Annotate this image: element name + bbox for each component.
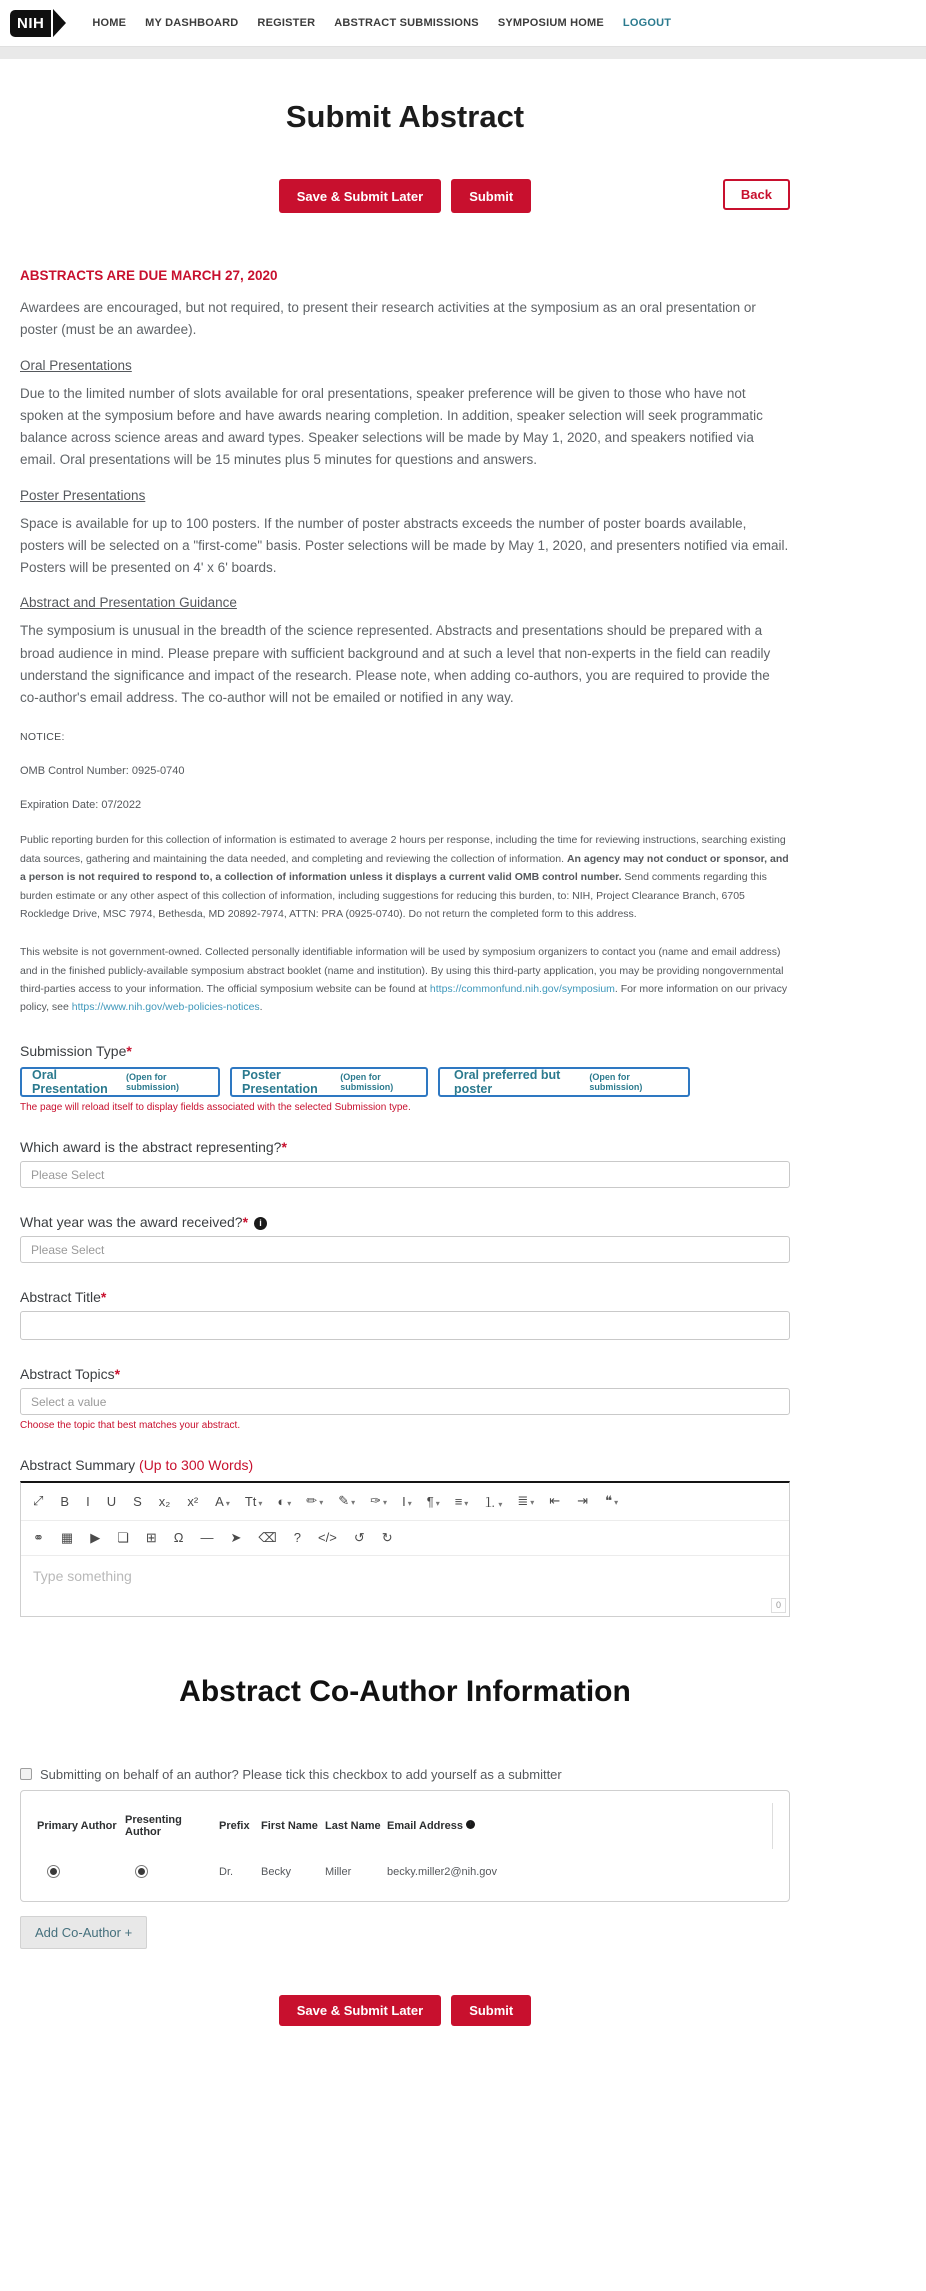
primary-author-radio[interactable] — [47, 1865, 60, 1878]
text-color-icon[interactable]: ◐ ▾ — [277, 1493, 292, 1509]
oral-presentations-paragraph: Due to the limited number of slots available for oral presentations, speaker preference will be given to those who have not spoken at the symposium before and have awards nearing completion. In addition, speaker selection will seek programmatic balance across science areas and award types. Speaker selections will be made by May 1, 2020, and speakers notified via email. Oral presentations will be 15 minutes plus 5 minutes for questions and answers. — [20, 385, 763, 468]
caret-down-icon: ▾ — [464, 1498, 469, 1508]
author-email: becky.miller2@nih.gov — [387, 1865, 498, 1878]
privacy-statement — [20, 943, 790, 1017]
abstract-topics-label: Abstract Topics* — [20, 1365, 121, 1382]
privacy-policy-link[interactable]: https://www.nih.gov/web-policies-notices — [71, 1001, 260, 1014]
caret-down-icon: ▾ — [614, 1498, 619, 1508]
caret-down-icon: ▾ — [319, 1498, 324, 1508]
poster-presentations-paragraph: Space is available for up to 100 posters. If the number of poster abstracts exceeds the number of poster boards available, posters will be selected on a "first-come" basis. Poster selections will be made by May 1, 2020, and presenters notified via email. Posters will be presented on 4' x 6' boards. — [20, 515, 789, 576]
privacy-text-3: . — [259, 1001, 263, 1014]
rich-text-editor — [20, 1481, 790, 1617]
caret-down-icon: ▾ — [530, 1498, 535, 1508]
align-icon[interactable]: ≡ ▾ — [454, 1493, 469, 1509]
topics-note: Choose the topic that best matches your abstract. — [20, 1419, 241, 1431]
burden-text-1: Public reporting burden for this collection of information is estimated to average 2 hours per response, including the time for reviewing instructions, searching existing data sources, gathering and maintaining the data needed, and completing and reviewing the collection of information. — [20, 834, 786, 865]
nav-abstract-submissions[interactable]: ABSTRACT SUBMISSIONS — [334, 17, 479, 29]
logo-arrow-icon — [53, 9, 66, 37]
video-icon[interactable]: ▶ — [90, 1529, 101, 1545]
submitter-checkbox[interactable] — [20, 1768, 32, 1780]
page-content — [20, 99, 790, 2291]
add-coauthor-button[interactable]: Add Co-Author + — [20, 1916, 147, 1949]
required-asterisk: * — [100, 1288, 107, 1305]
pen-icon[interactable]: ✎ ▾ — [338, 1493, 356, 1509]
option-status: (Open for submission) — [340, 1071, 394, 1092]
italic-icon[interactable]: I — [86, 1493, 90, 1509]
author-prefix: Dr. — [219, 1865, 234, 1878]
submitter-checkbox-row — [20, 1767, 790, 1782]
author-last-name: Miller — [325, 1865, 352, 1878]
award-select[interactable]: Please Select — [20, 1161, 790, 1188]
horizontal-rule-icon[interactable]: — — [200, 1530, 214, 1546]
authors-table — [20, 1790, 790, 1902]
col-prefix: Prefix — [219, 1819, 250, 1832]
editor-toolbar-row-1 — [21, 1483, 789, 1521]
burden-text-2: Send comments regarding this burden estimate or any other aspect of this collection of information, including suggestions for reducing this burden, to: NIH, Project Clearance Branch, 6705 Rockledge Drive, MSC 7974, Bethesda, MD 20892-7974, ATTN: PRA (0925-0740). Do not return the completed form to this address. — [20, 871, 767, 920]
line-height-icon[interactable]: I ▾ — [402, 1493, 412, 1509]
col-email: Email Address i — [387, 1820, 745, 1832]
special-char-icon[interactable]: Ω — [173, 1530, 184, 1546]
caret-down-icon: ▾ — [407, 1498, 412, 1508]
nav-register[interactable]: REGISTER — [257, 17, 316, 29]
link-icon[interactable]: ⚭ — [33, 1529, 44, 1545]
author-row — [21, 1859, 789, 1885]
abstract-title-input[interactable] — [20, 1311, 790, 1340]
ordered-list-icon[interactable]: ⒈ ▾ — [483, 1492, 502, 1511]
submitter-checkbox-label: Submitting on behalf of an author? Please tick this checkbox to add yourself as a submitter — [40, 1766, 562, 1782]
strikethrough-icon[interactable]: S — [133, 1493, 142, 1509]
notice-label: NOTICE: — [20, 731, 65, 744]
bottom-action-row — [20, 1995, 790, 2026]
page-title: Submit Abstract — [285, 99, 525, 134]
table-icon[interactable]: ⊞ — [145, 1529, 157, 1545]
nih-logo[interactable] — [10, 9, 66, 37]
caret-down-icon: ▾ — [498, 1499, 503, 1509]
subscript-icon[interactable]: x₂ — [158, 1493, 171, 1509]
editor-toolbar-row-2 — [21, 1521, 789, 1556]
year-label: What year was the award received?* i — [20, 1214, 790, 1230]
save-submit-later-button[interactable]: Save & Submit Later — [279, 179, 441, 213]
poster-presentation-option[interactable] — [230, 1067, 428, 1097]
eraser-icon[interactable]: ⌫ — [258, 1529, 277, 1545]
intro-paragraph: Awardees are encouraged, but not required, to present their research activities at the symposium as an oral presentation or poster (must be an awardee). — [20, 300, 756, 338]
reload-note: The page will reload itself to display fields associated with the selected Submission type. — [20, 1101, 411, 1113]
font-size-icon[interactable]: Tt ▾ — [244, 1493, 263, 1509]
main-nav — [92, 17, 671, 29]
required-asterisk: * — [242, 1213, 249, 1230]
submit-button-bottom[interactable]: Submit — [451, 1995, 531, 2026]
editor-placeholder: Type something — [33, 1567, 132, 1584]
guidance-paragraph: The symposium is unusual in the breadth of the science represented. Abstracts and presentations should be prepared with a broad audience in mind. Please prepare with sufficient background and at such a level that non-experts in the field can readily understand the significance and impact of the research. Please note, when adding co-authors, you are required to provide the co-author's email address. The co-author will not be emailed or notified in any way. — [20, 623, 771, 706]
abstract-title-label: Abstract Title* — [20, 1288, 107, 1305]
superscript-icon[interactable]: x² — [187, 1493, 199, 1509]
privacy-text-1: This website is not government-owned. Collected personally identifiable information will be used by symposium organizers to contact you (name and email address) and in the finished publicly-available symposium abstract booklet (name and institution). By using this third-party application, you may be providing nongovernmental third-parties access to your information. The official symposium website can be found at — [20, 946, 784, 996]
poster-presentations-heading: Poster Presentations — [20, 487, 146, 503]
burden-statement — [20, 831, 790, 923]
caret-down-icon: ▾ — [351, 1498, 356, 1508]
caret-down-icon: ▾ — [225, 1498, 230, 1508]
brush-icon[interactable]: ✑ ▾ — [370, 1493, 388, 1509]
submission-type-label: Submission Type* — [20, 1042, 132, 1059]
col-primary-author: Primary Author — [37, 1819, 117, 1832]
header-divider — [0, 46, 926, 59]
award-label: Which award is the abstract representing?* — [20, 1138, 287, 1155]
omb-control-number: OMB Control Number: 0925-0740 — [20, 765, 185, 778]
abstract-topics-select[interactable]: Select a value — [20, 1388, 790, 1415]
top-nav-bar — [0, 0, 926, 46]
nav-my-dashboard[interactable]: MY DASHBOARD — [145, 17, 239, 29]
required-asterisk: * — [126, 1042, 132, 1059]
unordered-list-icon[interactable]: ≣ ▾ — [517, 1493, 535, 1509]
email-info-icon[interactable]: i — [466, 1820, 475, 1829]
oral-presentations-heading: Oral Presentations — [20, 357, 132, 373]
highlight-icon[interactable]: ✏ ▾ — [306, 1493, 324, 1509]
burden-text-bold: An agency may not conduct or sponsor, and a person is not required to respond to, a collection of information unless it displays a current valid OMB control number. — [20, 852, 789, 884]
file-icon[interactable]: ❏ — [117, 1529, 129, 1545]
coauthor-section-title: Abstract Co-Author Information — [179, 1674, 631, 1708]
required-asterisk: * — [281, 1138, 287, 1155]
col-first-name: First Name — [261, 1819, 318, 1832]
nav-symposium-home[interactable]: SYMPOSIUM HOME — [497, 17, 604, 29]
nih-logo-text: NIH — [10, 10, 51, 37]
save-submit-later-button-bottom[interactable]: Save & Submit Later — [279, 1995, 441, 2026]
underline-icon[interactable]: U — [106, 1493, 117, 1509]
col-last-name: Last Name — [325, 1819, 381, 1832]
redo-icon[interactable]: ↻ — [381, 1529, 393, 1545]
cursor-icon[interactable]: ➤ — [230, 1529, 242, 1545]
guidance-heading: Abstract and Presentation Guidance — [20, 595, 237, 611]
caret-down-icon: ▾ — [435, 1498, 440, 1508]
caret-down-icon: ▾ — [258, 1498, 263, 1508]
option-status: (Open for submission) — [126, 1071, 180, 1092]
presenting-author-radio[interactable] — [135, 1865, 148, 1878]
back-button[interactable]: Back — [723, 179, 790, 210]
indent-icon[interactable]: ⇥ — [577, 1493, 589, 1509]
submission-type-options — [20, 1067, 790, 1097]
submit-button[interactable]: Submit — [451, 179, 531, 213]
symposium-website-link[interactable]: https://commonfund.nih.gov/symposium — [429, 983, 615, 996]
outdent-icon[interactable]: ⇤ — [549, 1493, 561, 1509]
caret-down-icon: ▾ — [287, 1498, 292, 1508]
paragraph-icon[interactable]: ¶ ▾ — [426, 1493, 440, 1509]
abstract-summary-label: Abstract Summary (Up to 300 Words) — [20, 1456, 254, 1473]
summary-text-area[interactable] — [21, 1556, 789, 1616]
top-action-row — [20, 179, 790, 213]
oral-presentation-option[interactable] — [20, 1067, 220, 1097]
help-icon[interactable]: ? — [293, 1530, 302, 1546]
quote-icon[interactable]: ❝ ▾ — [605, 1493, 619, 1509]
col-presenting-author: Presenting Author — [125, 1813, 182, 1838]
word-count: 0 — [771, 1598, 786, 1613]
fullscreen-icon[interactable]: ⤢ — [33, 1493, 44, 1509]
privacy-text-2: . For more information on our privacy policy, see — [20, 983, 788, 1014]
year-select[interactable]: Please Select — [20, 1236, 790, 1263]
code-icon[interactable]: </> — [318, 1530, 337, 1546]
required-asterisk: * — [114, 1365, 121, 1382]
option-name: Poster Presentation — [242, 1067, 318, 1096]
bold-icon[interactable]: B — [60, 1493, 70, 1509]
image-icon[interactable]: ▦ — [60, 1529, 74, 1545]
due-date-heading: ABSTRACTS ARE DUE MARCH 27, 2020 — [20, 268, 278, 283]
nav-logout[interactable]: LOGOUT — [622, 17, 672, 29]
option-name: Oral Presentation — [32, 1067, 108, 1096]
undo-icon[interactable]: ↺ — [353, 1529, 365, 1545]
year-info-icon[interactable]: i — [254, 1217, 267, 1230]
caret-down-icon: ▾ — [383, 1498, 388, 1508]
font-family-icon[interactable]: A ▾ — [215, 1493, 230, 1509]
option-name: Oral preferred but poster — [454, 1067, 561, 1096]
option-status: (Open for submission) — [589, 1071, 643, 1092]
nav-home[interactable]: HOME — [92, 17, 127, 29]
author-first-name: Becky — [261, 1865, 291, 1878]
oral-preferred-option[interactable] — [438, 1067, 690, 1097]
expiration-date: Expiration Date: 07/2022 — [20, 799, 142, 812]
word-limit-note: (Up to 300 Words) — [139, 1456, 254, 1473]
